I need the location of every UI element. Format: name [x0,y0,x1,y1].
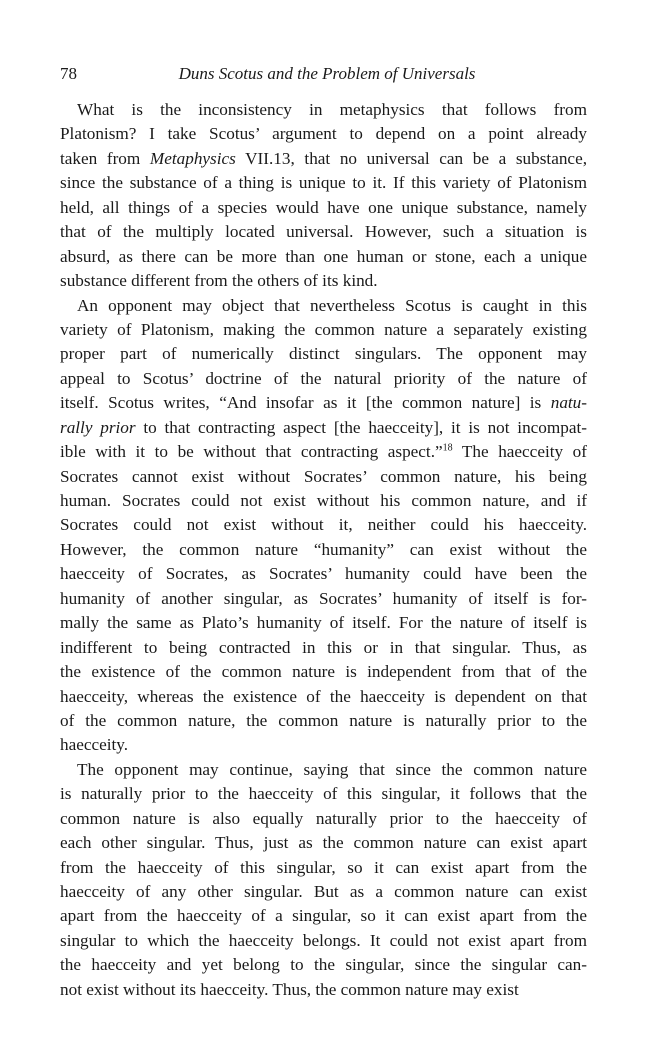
text-line [60,294,587,318]
paragraph [60,98,587,294]
text-line [60,685,587,709]
footnote-marker: 18 [442,442,453,454]
text-line [60,562,587,586]
text-run: common nature is also equally naturally prior to the haecceity of [60,808,587,828]
text-run: not exist without its haecceity. Thus, the common nature may exist [60,979,519,999]
text-line [60,269,587,293]
text-line [60,929,587,953]
text-line [60,513,587,537]
text-run: However, the common nature “humanity” can exist without the [60,539,587,559]
text-run: since the substance of a thing is unique to it. If this variety of Platonism [60,173,587,193]
paragraph [60,758,587,1002]
text-run: taken from [60,148,150,168]
text-line [60,733,587,757]
text-run: Platonism? I take Scotus’ argument to depend on a point already [60,124,587,144]
text-run: held, all things of a species would have one unique substance, namely [60,197,587,217]
italic-text: rally prior [60,417,136,437]
text-run: proper part of numerically distinct singulars. The opponent may [60,344,587,364]
text-run: is naturally prior to the haecceity of this singular, it follows that the [60,784,587,804]
text-run: Socrates cannot exist without Socrates’ common nature, his being [60,466,587,486]
italic-text: Metaphysics [149,148,236,168]
text-line [60,636,587,660]
text-run: that of the multiply located universal. However, such a situation is [60,222,587,242]
text-line [60,171,587,195]
text-run: mally the same as Plato’s humanity of itself. For the nature of itself is [60,613,587,633]
text-line [60,318,587,342]
body-text [60,98,587,1002]
text-line [60,342,587,366]
text-run: of the common nature, the common nature is naturally prior to the [60,710,587,730]
text-line [60,709,587,733]
text-line [60,538,587,562]
text-line [60,489,587,513]
paragraph [60,294,587,758]
text-run: singular to which the haecceity belongs. It could not exist apart from [60,930,587,950]
text-line [60,587,587,611]
text-line [60,978,587,1002]
text-run: indifferent to being contracted in this or in that singular. Thus, as [60,637,587,657]
text-line [60,245,587,269]
text-line [60,904,587,928]
text-run: variety of Platonism, making the common nature a separately existing [60,319,587,339]
text-run: absurd, as there can be more than one human or stone, each a unique [60,246,587,266]
text-line [60,880,587,904]
text-line [60,465,587,489]
page-number: 78 [60,64,77,83]
text-run: ible with it to be without that contracting aspect.” [60,442,443,462]
text-line [60,196,587,220]
text-line [60,782,587,806]
text-line [60,122,587,146]
text-run: from the haecceity of this singular, so it can exist apart from the [60,857,587,877]
text-line [60,367,587,391]
text-run: appeal to Scotus’ doctrine of the natural priority of the nature of [60,368,587,388]
text-run: VII.13, that no universal can be a substance, [235,148,587,168]
text-line [60,98,587,122]
text-run: The haecceity of [452,442,587,462]
text-run: haecceity of any other singular. But as a common nature can exist [60,882,587,901]
text-line [60,440,587,464]
text-run: haecceity of Socrates, as Socrates’ humanity could have been the [60,564,587,584]
text-line [60,416,587,440]
text-run: itself. Scotus writes, “And insofar as it [the common nature] is [60,393,551,413]
text-line [60,831,587,855]
text-run: humanity of another singular, as Socrates’ humanity of itself is for- [60,588,587,608]
text-run: substance different from the others of its kind. [60,271,378,291]
text-run: each other singular. Thus, just as the common nature can exist apart [60,833,587,853]
text-line [60,807,587,831]
text-run: haecceity, whereas the existence of the haecceity is dependent on that [60,686,587,706]
text-run: apart from the haecceity of a singular, so it can exist apart from the [60,906,587,926]
text-line [60,758,587,782]
text-line [60,391,587,415]
text-run: to that contracting aspect [the haecceity], it is not incompat- [135,417,587,437]
text-run: Socrates could not exist without it, neither could his haecceity. [60,515,587,535]
text-run: the existence of the common nature is independent from that of the [60,662,587,682]
running-title: Duns Scotus and the Problem of Universals [178,64,476,83]
text-run: What is the inconsistency in metaphysics that follows from [77,100,587,119]
text-run: the haecceity and yet belong to the singular, since the singular can- [60,955,587,975]
text-line [60,147,587,171]
text-line [60,611,587,635]
text-line [60,953,587,977]
text-line [60,220,587,244]
running-header [60,62,590,86]
text-line [60,856,587,880]
text-run: haecceity. [60,735,129,755]
text-line [60,660,587,684]
text-run: An opponent may object that nevertheless Scotus is caught in this [77,295,587,315]
italic-text: natu- [550,393,587,413]
text-run: The opponent may continue, saying that since the common nature [77,759,587,779]
text-run: human. Socrates could not exist without his common nature, and if [60,491,587,510]
